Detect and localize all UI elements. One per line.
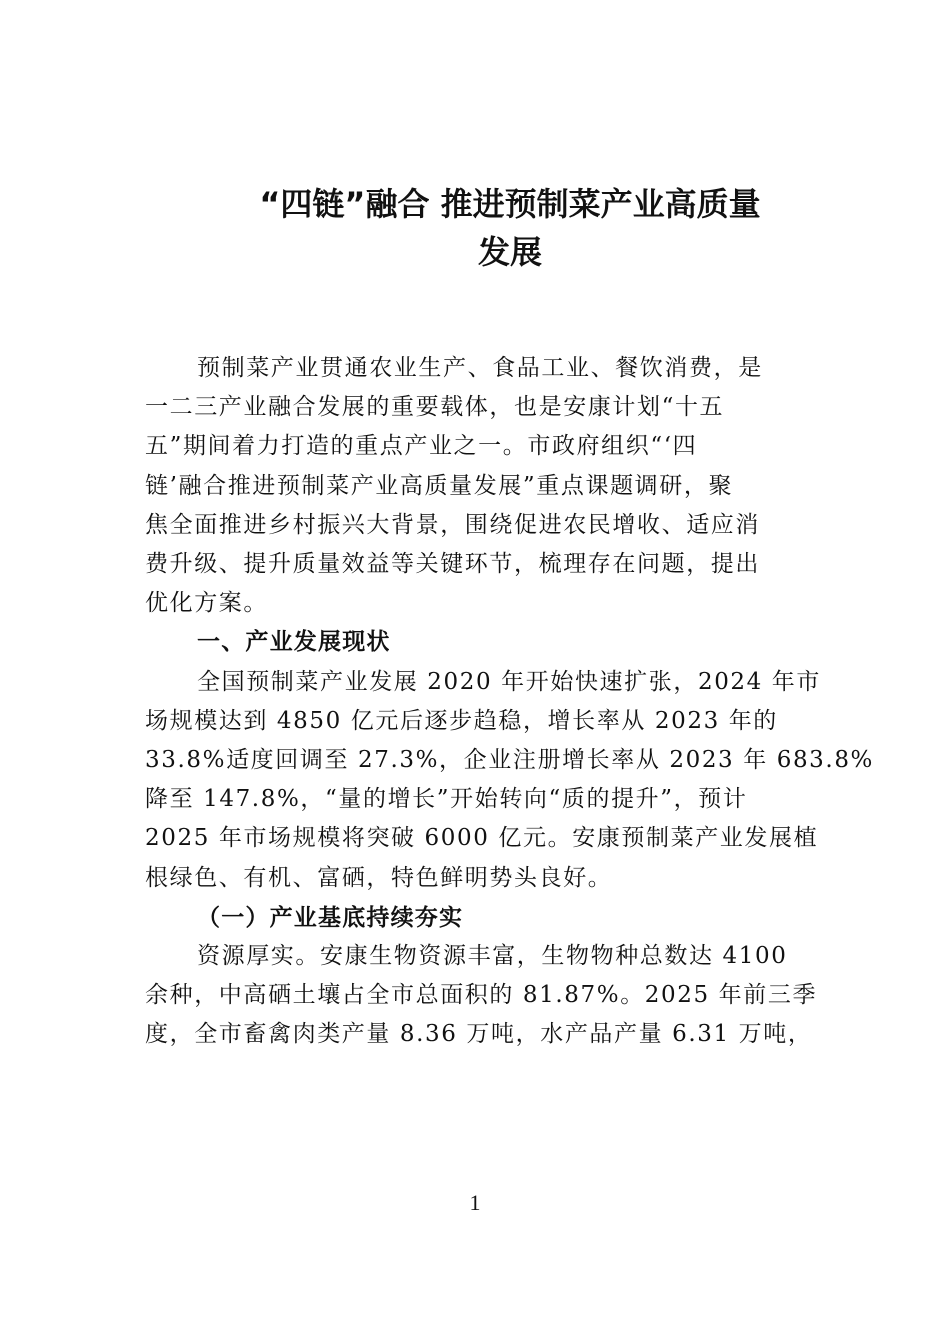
page-number: 1: [469, 1190, 481, 1215]
status-line: 33.8%适度回调至 27.3%，企业注册增长率从 2023 年 683.8%: [145, 747, 875, 774]
title-line-2: 发展: [477, 233, 542, 271]
foundation-line: 资源厚实。安康生物资源丰富，生物物种总数达 4100: [197, 943, 788, 970]
intro-line: 费升级、提升质量效益等关键环节，梳理存在问题，提出: [145, 551, 760, 578]
page-title: [190, 180, 830, 276]
foundation-line: 余种，中高硒土壤占全市总面积的 81.87%。2025 年前三季: [145, 982, 818, 1009]
document-body: [145, 349, 875, 1055]
status-line: 降至 147.8%，“量的增长”开始转向“质的提升”，预计: [145, 786, 748, 813]
intro-line: 五”期间着力打造的重点产业之一。市政府组织“‘四: [145, 433, 698, 460]
subsection-foundation-paragraph: [145, 937, 818, 1055]
intro-line: 优化方案。: [145, 590, 268, 617]
title-line-1: “四链”融合 推进预制菜产业高质量: [259, 185, 761, 223]
intro-line: 链’融合推进预制菜产业高质量发展”重点课题调研，聚: [145, 472, 734, 499]
section-heading-status: 一、产业发展现状: [197, 629, 391, 656]
foundation-line: 度，全市畜禽肉类产量 8.36 万吨，水产品产量 6.31 万吨，: [145, 1021, 813, 1048]
intro-line: 一二三产业融合发展的重要载体，也是安康计划“十五: [145, 394, 725, 421]
status-line: 2025 年市场规模将突破 6000 亿元。安康预制菜产业发展植: [145, 825, 819, 852]
section-status-paragraph: [145, 663, 875, 898]
status-line: 全国预制菜产业发展 2020 年开始快速扩张，2024 年市: [197, 668, 821, 695]
subsection-heading-foundation: （一）产业基底持续夯实: [197, 903, 464, 931]
intro-line: 预制菜产业贯通农业生产、食品工业、餐饮消费，是: [197, 355, 763, 381]
intro-paragraph: [145, 349, 805, 623]
intro-line: 焦全面推进乡村振兴大背景，围绕促进农民增收、适应消: [145, 511, 760, 538]
status-line: 场规模达到 4850 亿元后逐步趋稳，增长率从 2023 年的: [145, 707, 778, 734]
status-line: 根绿色、有机、富硒，特色鲜明势头良好。: [145, 864, 613, 891]
